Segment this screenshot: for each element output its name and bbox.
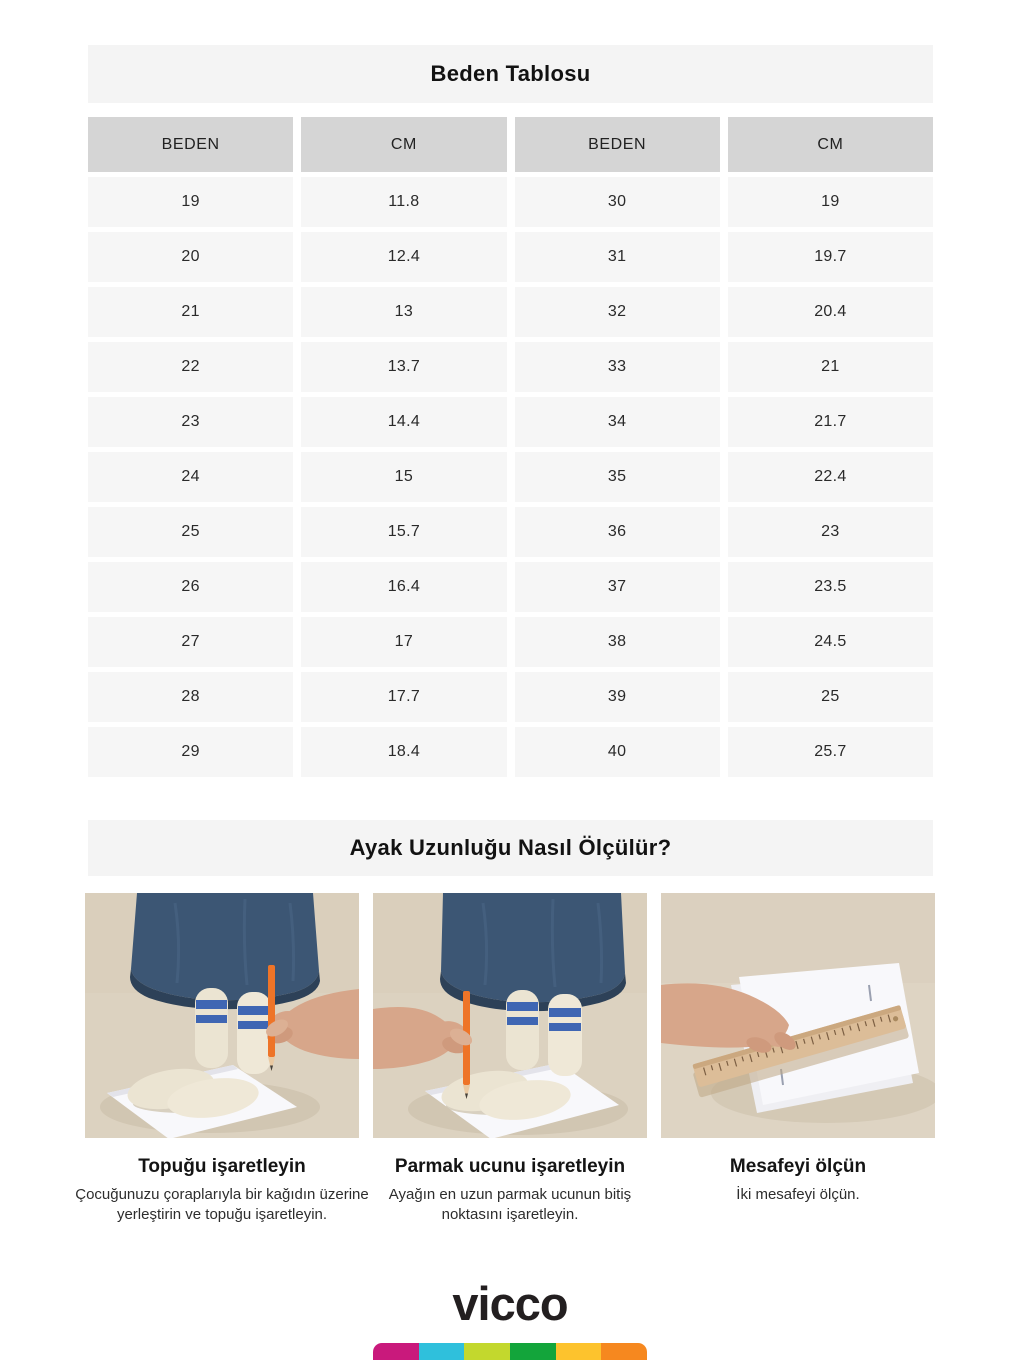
- table-row: [88, 397, 933, 447]
- size-cell: 26: [88, 562, 293, 612]
- step-heading: Topuğu işaretleyin: [138, 1156, 306, 1177]
- cm-cell: 20.4: [728, 287, 933, 337]
- toe-marking-photo: [373, 893, 647, 1138]
- step-heading: Mesafeyi ölçün: [729, 1156, 867, 1177]
- table-row: [88, 672, 933, 722]
- table-row: [88, 617, 933, 667]
- cm-cell: 15: [301, 452, 506, 502]
- step-heading: Parmak ucunu işaretleyin: [394, 1156, 626, 1177]
- ruler-measuring-photo: [661, 893, 935, 1138]
- cm-cell: 16.4: [301, 562, 506, 612]
- brand-bar-segment-magenta: [373, 1343, 419, 1360]
- brand-bar-segment-yellow: [556, 1343, 602, 1360]
- step-description: Ayağın en uzun parmak ucunun bitiş noktasını işaretleyin.: [388, 1186, 632, 1223]
- cm-cell: 22.4: [728, 452, 933, 502]
- size-table-title-banner: [88, 45, 933, 103]
- cm-cell: 21: [728, 342, 933, 392]
- size-cell: 28: [88, 672, 293, 722]
- table-row: [88, 342, 933, 392]
- brand-color-bar: [373, 1343, 647, 1360]
- column-header-beden: BEDEN: [515, 117, 720, 172]
- size-cell: 36: [515, 507, 720, 557]
- cm-cell: 19.7: [728, 232, 933, 282]
- size-cell: 23: [88, 397, 293, 447]
- size-cell: 35: [515, 452, 720, 502]
- size-cell: 24: [88, 452, 293, 502]
- vicco-logo: vicco: [452, 1277, 568, 1330]
- right-sock: [237, 992, 271, 1074]
- brand-bar-segment-orange: [601, 1343, 647, 1360]
- cm-cell: 15.7: [301, 507, 506, 557]
- cm-cell: 18.4: [301, 727, 506, 777]
- table-header-row: [88, 117, 933, 172]
- size-cell: 33: [515, 342, 720, 392]
- cm-cell: 25.7: [728, 727, 933, 777]
- step-description: Çocuğunuzu çoraplarıyla bir kağıdın üzerine yerleştirin ve topuğu işaretleyin.: [75, 1186, 369, 1223]
- cm-cell: 17: [301, 617, 506, 667]
- size-table-title: Beden Tablosu: [430, 61, 591, 86]
- measure-title-banner: [88, 820, 933, 876]
- pencil: [268, 965, 275, 1057]
- right-sock: [548, 994, 582, 1076]
- column-header-beden: BEDEN: [88, 117, 293, 172]
- cm-cell: 17.7: [301, 672, 506, 722]
- cm-cell: 23.5: [728, 562, 933, 612]
- size-cell: 25: [88, 507, 293, 557]
- size-cell: 29: [88, 727, 293, 777]
- size-cell: 31: [515, 232, 720, 282]
- measure-title: Ayak Uzunluğu Nasıl Ölçülür?: [349, 835, 672, 860]
- size-cell: 40: [515, 727, 720, 777]
- table-row: [88, 507, 933, 557]
- sock-stripe: [196, 1000, 227, 1009]
- cm-cell: 25: [728, 672, 933, 722]
- cm-cell: 11.8: [301, 177, 506, 227]
- column-header-cm: CM: [301, 117, 506, 172]
- size-table: [88, 117, 933, 782]
- size-cell: 34: [515, 397, 720, 447]
- size-cell: 19: [88, 177, 293, 227]
- cm-cell: 13: [301, 287, 506, 337]
- cm-cell: 21.7: [728, 397, 933, 447]
- step-measure-distance: [661, 893, 935, 1225]
- size-cell: 20: [88, 232, 293, 282]
- cm-cell: 12.4: [301, 232, 506, 282]
- cm-cell: 19: [728, 177, 933, 227]
- heel-marking-photo: [85, 893, 359, 1138]
- step-mark-toe: [373, 893, 647, 1225]
- table-row: [88, 562, 933, 612]
- table-row: [88, 727, 933, 777]
- table-row: [88, 177, 933, 227]
- cm-cell: 23: [728, 507, 933, 557]
- size-cell: 21: [88, 287, 293, 337]
- step-description: İki mesafeyi ölçün.: [736, 1186, 860, 1203]
- size-cell: 30: [515, 177, 720, 227]
- column-header-cm: CM: [728, 117, 933, 172]
- step-mark-heel: [75, 893, 369, 1225]
- size-cell: 27: [88, 617, 293, 667]
- cm-cell: 14.4: [301, 397, 506, 447]
- size-cell: 32: [515, 287, 720, 337]
- brand-bar-segment-cyan: [419, 1343, 465, 1360]
- table-row: [88, 452, 933, 502]
- brand-bar-segment-green: [510, 1343, 556, 1360]
- sock-stripe: [507, 1002, 538, 1011]
- brand-bar-segment-lime: [464, 1343, 510, 1360]
- cm-cell: 13.7: [301, 342, 506, 392]
- measure-steps: [75, 893, 935, 1225]
- size-cell: 22: [88, 342, 293, 392]
- table-row: [88, 287, 933, 337]
- size-cell: 37: [515, 562, 720, 612]
- table-row: [88, 232, 933, 282]
- size-cell: 39: [515, 672, 720, 722]
- size-cell: 38: [515, 617, 720, 667]
- cm-cell: 24.5: [728, 617, 933, 667]
